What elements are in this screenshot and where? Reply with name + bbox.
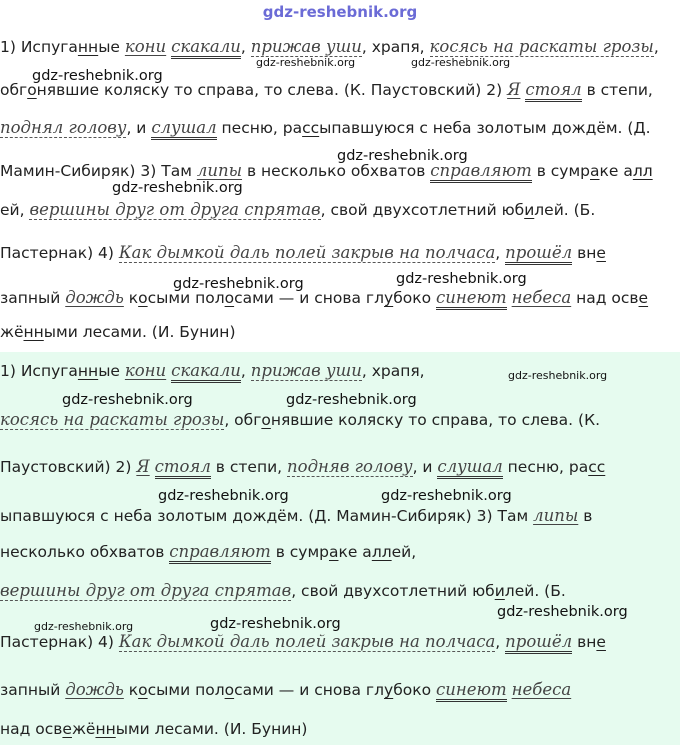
text-line (0, 321, 236, 343)
text: сами — и снова гл (234, 681, 384, 699)
subject: дождь (65, 288, 124, 307)
text-line (0, 409, 600, 431)
text-line (0, 541, 416, 563)
subject: кони (124, 361, 167, 380)
subject: липы (196, 161, 243, 180)
text: , храпя, (361, 38, 430, 56)
watermark: gdz-reshebnik.org (396, 271, 527, 287)
text: вн (572, 633, 597, 651)
watermark: gdz-reshebnik.org (411, 56, 511, 69)
text: ые (98, 38, 125, 56)
site-title: gdz-reshebnik.org (262, 3, 418, 21)
adverbial-phrase: подняв голову (287, 457, 413, 476)
text-line (0, 242, 606, 264)
text: в сумр (270, 543, 329, 561)
subject: Я (507, 80, 521, 99)
spelling-mark: нн (95, 720, 116, 738)
text: Пастернак) 4) (0, 633, 119, 651)
predicate: прошёл (505, 243, 572, 265)
predicate: слушал (151, 118, 216, 140)
watermark: gdz-reshebnik.org (62, 392, 193, 408)
text: Мамин-Сибиряк) 3) Там (0, 162, 197, 180)
text-line (0, 117, 651, 139)
spelling-mark: о (224, 681, 235, 699)
text: ей, (391, 543, 417, 561)
adverbial-phrase: Как дымкой даль полей закрыв на полчаса (118, 632, 496, 651)
text: над осв (571, 289, 639, 307)
text: , и (126, 119, 152, 137)
adverbial-phrase: косясь на раскаты грозы (429, 37, 654, 56)
spelling-mark: нн (77, 362, 99, 380)
text-line (0, 631, 606, 653)
subject: Я (136, 457, 150, 476)
text: в сумр (531, 162, 590, 180)
text: , (240, 38, 251, 56)
text: в степи, (210, 458, 288, 476)
site-header (0, 0, 680, 24)
spelling-mark: и (494, 582, 505, 600)
text: над осв (0, 720, 63, 738)
text: , свой двухсотлетний юб (320, 201, 525, 219)
spelling-mark: лл (371, 543, 392, 561)
adverbial-phrase: косясь на раскаты грозы (0, 410, 225, 429)
watermark: gdz-reshebnik.org (497, 604, 628, 620)
text-line (0, 505, 592, 527)
text: , обг (224, 411, 262, 429)
watermark: gdz-reshebnik.org (256, 56, 356, 69)
spelling-mark: о (27, 81, 37, 99)
subject: небеса (511, 680, 572, 699)
text-line (0, 360, 425, 382)
text-line (0, 679, 571, 701)
spelling-mark: лл (632, 162, 653, 180)
text: к (123, 289, 139, 307)
predicate: стоял (155, 457, 211, 479)
text: лей. (Б. (504, 582, 566, 600)
watermark: gdz-reshebnik.org (173, 276, 304, 292)
spelling-mark: у (384, 681, 394, 699)
spelling-mark: и (524, 201, 535, 219)
predicate: скакали (171, 361, 241, 383)
text: песню, ра (216, 119, 303, 137)
predicate: прошёл (505, 632, 572, 654)
text: нявшие коляску то справа, то слева. (К. Паустовский) 2) (36, 81, 508, 99)
watermark: gdz-reshebnik.org (112, 180, 243, 196)
spelling-mark: о (224, 289, 235, 307)
text: нявшие коляску то справа, то слева. (К. (270, 411, 601, 429)
text: ыпавшуюся с неба золотым дождём. (Д. Мамин-Сибиряк) 3) Там (0, 507, 534, 525)
text-line (0, 160, 653, 182)
spelling-mark: сс (302, 119, 320, 137)
watermark: gdz-reshebnik.org (32, 68, 163, 84)
text-line (0, 199, 595, 221)
subject: дождь (65, 680, 124, 699)
text: сыми пол (147, 681, 225, 699)
text: , свой двухсотлетний юб (291, 582, 495, 600)
text: боко (393, 289, 437, 307)
text: в несколько обхватов (242, 162, 431, 180)
spelling-mark: а (590, 162, 600, 180)
adverbial-phrase: Как дымкой даль полей закрыв на полчаса (118, 243, 496, 262)
text: вн (572, 244, 597, 262)
text: несколько обхватов (0, 543, 170, 561)
text: в (578, 507, 593, 525)
watermark: gdz-reshebnik.org (508, 369, 608, 382)
predicate: скакали (171, 37, 241, 59)
text: к (123, 681, 139, 699)
watermark: gdz-reshebnik.org (210, 616, 341, 632)
watermark: gdz-reshebnik.org (158, 488, 289, 504)
spelling-mark: у (384, 289, 394, 307)
text: боко (393, 681, 437, 699)
text: лей. (Б. (534, 201, 596, 219)
text: , и (412, 458, 438, 476)
spelling-mark: а (328, 543, 339, 561)
watermark: gdz-reshebnik.org (381, 488, 512, 504)
spelling-mark: нн (23, 323, 44, 341)
text-line (0, 456, 605, 478)
text-line (0, 287, 648, 309)
text-line (0, 36, 659, 58)
text: Пастернак) 4) (0, 244, 119, 262)
spelling-mark: нн (77, 38, 99, 56)
spelling-mark: е (638, 289, 649, 307)
text (150, 458, 155, 476)
text: сами — и снова гл (234, 289, 384, 307)
spelling-mark: о (138, 289, 148, 307)
subject: липы (533, 506, 579, 525)
text: , (495, 244, 506, 262)
adverbial-phrase: прижав уши (250, 37, 362, 56)
subject: небеса (511, 288, 572, 307)
spelling-mark: сс (588, 458, 606, 476)
watermark: gdz-reshebnik.org (337, 148, 468, 164)
predicate: справляют (430, 161, 531, 183)
spelling-mark: е (62, 720, 72, 738)
text: жё (0, 323, 24, 341)
text: Паустовский) 2) (0, 458, 137, 476)
text: , (240, 362, 251, 380)
watermark: gdz-reshebnik.org (34, 620, 134, 633)
text: ке а (338, 543, 372, 561)
text-line (0, 718, 307, 740)
predicate: синеют (436, 680, 507, 702)
predicate: слушал (437, 457, 502, 479)
text: 1) Испуга (0, 38, 78, 56)
text: в степи, (581, 81, 653, 99)
spelling-mark: о (138, 681, 148, 699)
text: жё (71, 720, 96, 738)
spelling-mark: о (261, 411, 271, 429)
adverbial-phrase: вершины друг от друга спрятав (29, 200, 321, 219)
text: обг (0, 81, 28, 99)
adverbial-phrase: прижав уши (250, 361, 362, 380)
predicate: синеют (436, 288, 507, 310)
text: песню, ра (502, 458, 589, 476)
text: ей, (0, 201, 30, 219)
text: сыми пол (147, 289, 225, 307)
text: , (653, 38, 659, 56)
text: 1) Испуга (0, 362, 78, 380)
spelling-mark: е (596, 244, 606, 262)
text: запный (0, 289, 66, 307)
text-line (0, 580, 566, 602)
text: , храпя, (361, 362, 425, 380)
text: ые (98, 362, 125, 380)
adverbial-phrase: поднял голову (0, 118, 127, 137)
subject: кони (124, 37, 167, 56)
predicate: справляют (169, 542, 270, 564)
spelling-mark: е (596, 633, 606, 651)
text: ыми лесами. (И. Бунин) (43, 323, 236, 341)
text: ыми лесами. (И. Бунин) (115, 720, 308, 738)
predicate: стоял (525, 80, 581, 102)
text: , (495, 633, 506, 651)
adverbial-phrase: вершины друг от друга спрятав (0, 581, 292, 600)
watermark: gdz-reshebnik.org (286, 392, 417, 408)
text: ке а (599, 162, 633, 180)
text: ыпавшуюся с неба золотым дождём. (Д. (319, 119, 651, 137)
text: запный (0, 681, 66, 699)
